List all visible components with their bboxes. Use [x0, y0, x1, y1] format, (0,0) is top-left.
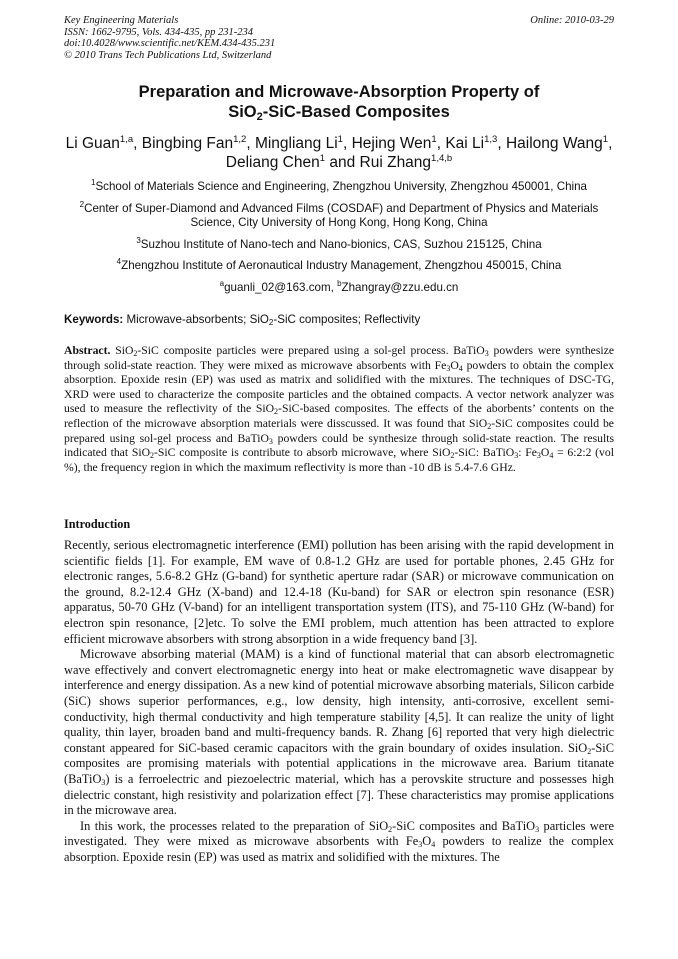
paragraph: Recently, serious electromagnetic interference (EMI) pollution has been arising with the rapid development in scientific fields [1]. For example, EM wave of 0.8-1.2 GHz are used for portable phones, 2.45 GHz for electronic ranges, 5.6-8.2 GHz (G-band) for synthetic aperture radar (SAR) or microwave communication on the ground, 8.2-12.4 GHz (X-band) and 12.4-18 (Ku-band) for SAR or electron spin resonance (ESR) apparatus, 50-70 GHz (V-band) for an intelligent transportation system (ITS), and 75-110 GHz (W-band) for electron spin resonance, [2]etc. To solve the EMI problem, much attention has been attracted to explore efficient microwave absorbers with strong absorption in a wide frequency band [3]. [64, 538, 614, 646]
abstract-label: Abstract. [64, 344, 111, 357]
author-name: Hailong Wang [505, 135, 603, 152]
keywords: Keywords: Microwave-absorbents; SiO$_2$-SiC composites; Reflectivity [64, 313, 421, 327]
section-heading-introduction: Introduction [64, 517, 131, 531]
online-date: Online: 2010-03-29 [530, 15, 614, 26]
affiliations [64, 180, 614, 302]
author-list: Li Guan$^{1,a}$, Bingbing Fan$^{1,2}$, Mingliang Li$^1$, Hejing Wen$^1$, Kai Li$^{1,3}$, Hailong Wang$^1$, Deliang Chen$^1$ and Rui Zhang$^{1,4,b}$ [65, 134, 613, 171]
journal-issn: ISSN: 1662-9795, Vols. 434-435, pp 231-234 [64, 26, 253, 38]
paper-title [64, 82, 614, 122]
affiliation-2: $^2$Center of Super-Diamond and Advanced Films (COSDAF) and Department of Physics and Materials Science, City University of Hong Kong, Hong Kong, China [79, 199, 599, 229]
paragraph: In this work, the processes related to the preparation of SiO$_2$-SiC composites and BaTiO$_3$ particles were investigated. They were mixed as microwave absorbents with $Fe_3O_4$ powders to realize the complex absorption. Epoxide resin (EP) was used as matrix and solidified with the mixtures. The [64, 818, 614, 864]
email-link[interactable]: guanli_02@163.com, [224, 280, 334, 294]
author-name: Deliang Chen [225, 154, 320, 171]
journal-name: Key Engineering Materials [64, 15, 179, 26]
affiliation-1: $^1$School of Materials Science and Engineering, Zhengzhou University, Zhengzhou 450001, China [91, 178, 587, 193]
author-name: Bingbing Fan [141, 135, 234, 152]
affiliation-3: $^3$Suzhou Institute of Nano-tech and Nano-bionics, CAS, Suzhou 215125, China [136, 235, 542, 251]
copyright-notice: © 2010 Trans Tech Publications Ltd, Switzerland [64, 49, 272, 61]
affiliation-4: $^4$Zhengzhou Institute of Aeronautical Industry Management, Zhengzhou 450015, China [116, 257, 562, 272]
paragraph: Microwave absorbing material (MAM) is a kind of functional material that can absorb electromagnetic wave effectively and convert electromagnetic energy into heat or make electromagnetic wave disappear by interference and energy dissipation. As a new kind of potential microwave absorbing materials, Silicon carbide (SiC) shows superior performances, e.g., low density, high intensity, anti-corrosive, excellent semi-conductivity, high thermal conductivity and high temperature stability [4,5]. It can realize the unity of light quality, thin layer, broaden band and multi-frequency bands. R. Zhang [6] reported that very high dielectric constant appeared for SiC-based ceramic capacitors with the grain boundary of oxides insulation. SiO$_2$-SiC composites are promising materials with potential applications in the microwave area. Barium titanate (BaTiO$_3$) is a ferroelectric and piezoelectric material, which has a perovskite structure and possesses high dielectric constant, high resistivity and polarization effect [7]. These characteristics may promise applications in the microwave area. [64, 647, 614, 818]
journal-doi: doi:10.4028/www.scientific.net/KEM.434-435.231 [64, 38, 276, 50]
abstract: Abstract. SiO$_2$-SiC composite particles were prepared using a sol-gel process. BaTiO$_3$ powders were synthesize through solid-state reaction. They were mixed as microwave absorbents with $Fe_3O_4$ powders to obtain the complex absorption. Epoxide resin (EP) was used as matrix and solidified with the mixtures. The techniques of DSC-TG, XRD were used to characterize the composite particles and the obtained compacts. A vector network analyzer was used to measure the reflectivity of the SiO$_2$-SiC-based composites. The effects of the aborbents’ contents on the reflection of the microwave absorption materials were disscussed. It was found that SiO$_2$-SiC composites could be prepared using sol-gel process and BaTiO$_3$ powders could be synthesize through solid-state reaction. The results indicated that SiO$_2$-SiC composite is contribute to absorb microwave, where SiO$_2$-SiC: BaTiO$_3$: $Fe_3O_4$ = 6:2:2 (vol %), the frequency region in which the maximum reflectivity is more than -10 dB is 5.4-7.6 GHz. [64, 344, 615, 474]
contact-emails: $^a$guanli_02@163.com, $^b$Zhangray@zzu.edu.cn [219, 278, 459, 294]
title-line-1: Preparation and Microwave-Absorption Property of [138, 83, 540, 101]
journal-header [64, 15, 614, 61]
email-link[interactable]: Zhangray@zzu.edu.cn [341, 280, 459, 294]
author-name: Kai Li [445, 135, 485, 152]
title-line-2: SiO$_2$-SiC-Based Composites [228, 103, 450, 123]
author-name: Rui Zhang [359, 154, 432, 171]
author-name: Li Guan [65, 135, 120, 152]
author-name: Hejing Wen [351, 135, 432, 152]
keywords-label: Keywords: [64, 313, 124, 326]
introduction-body [64, 538, 614, 865]
author-name: Mingliang Li [254, 135, 338, 152]
